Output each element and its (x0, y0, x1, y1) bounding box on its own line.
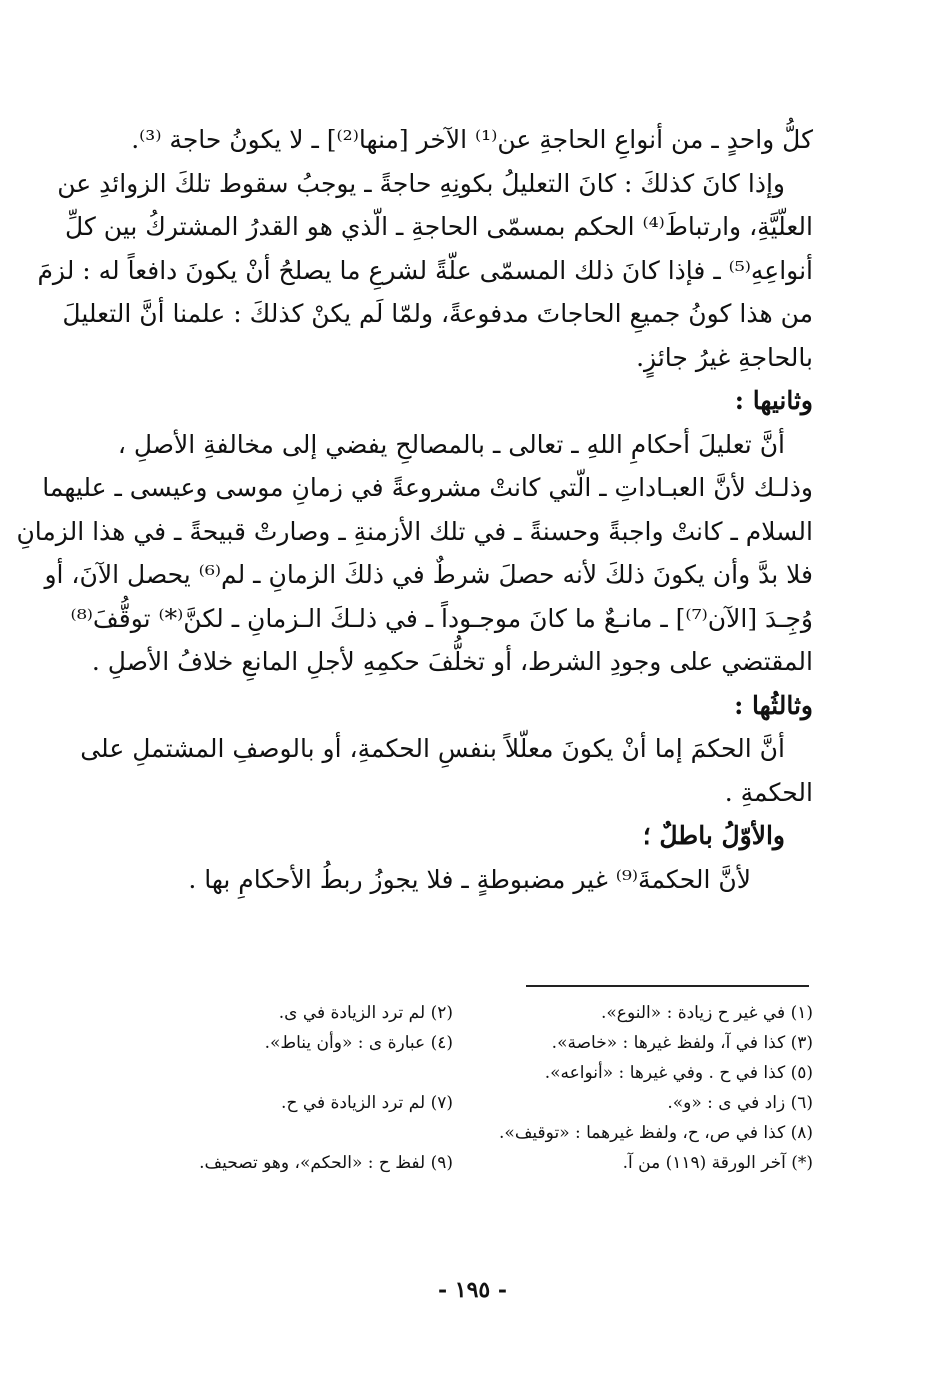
text-line: بالحاجةِ غيرُ جائزٍ. (636, 342, 813, 372)
footnote-row (132, 1088, 813, 1118)
text-line: السلام ـ كانتْ واجبةً وحسنةً ـ في تلك الأزمنةِ ـ وصارتْ قبيحةً ـ في هذا الزمانِ (16, 516, 813, 546)
text-line: وثانيها : (734, 386, 813, 415)
text-line: أنواعِهِ⁽⁵⁾ ـ فإذا كانَ ذلك المسمّى علّةً لشرعِ ما يصلحُ أنْ يكونَ دافعاً له : لزمَ (37, 255, 813, 285)
text-line: العلّيَّةِ، وارتباطَ⁽⁴⁾ الحكم بمسمّى الحاجةِ ـ الّذي هو القدرُ المشتركُ بين كلِّ (64, 212, 813, 241)
footnote: (٥) كذا في ح . وفي غيرها : «أنواعه». (544, 1063, 813, 1083)
text-line: والأوّلُ باطلٌ ؛ (642, 821, 785, 850)
footnote-row (132, 1118, 813, 1148)
text-line: من هذا كونُ جميعِ الحاجاتَ مدفوعةً، ولمّا لَم يكنْ كذلكَ : علمنا أنَّ التعليلَ (62, 299, 813, 328)
footnote: (٣) كذا في آ، ولفظ غيرها : «خاصة». (551, 1033, 813, 1053)
text-line: الحكمةِ . (724, 777, 813, 807)
footnote: (٨) كذا في ص، ح، ولفظ غيرهما : «توقيف». (499, 1123, 813, 1143)
footnote-row (132, 1148, 813, 1178)
footnote-divider (526, 985, 809, 987)
text-line: فلا بدَّ وأن يكونَ ذلكَ لأنه حصلَ شرطٌ في ذلكَ الزمانِ ـ لم⁽⁶⁾ يحصل الآنَ، أو (44, 560, 813, 589)
footnote: (١) في غير ح زيادة : «النوع». (601, 1003, 813, 1023)
main-text (16, 118, 813, 901)
text-line: أنَّ تعليلَ أحكامِ اللهِ ـ تعالى ـ بالمصالحِ يفضي إلى مخالفةِ الأصلِ ، (117, 429, 785, 459)
footnotes (132, 998, 813, 1178)
footnote: (٩) لفظ ح : «الحكم»، وهو تصحيف. (199, 1153, 453, 1173)
footnote: (٤) عبارة ى : «وأن يناط». (264, 1033, 453, 1053)
footnote-row (132, 1058, 813, 1088)
page-number: - ١٩٥ - (437, 1277, 508, 1303)
text-line: كلُّ واحدٍ ـ من أنواعِ الحاجةِ عن⁽¹⁾ الآخر [منها⁽²⁾] ـ لا يكونُ حاجة ⁽³⁾. (131, 125, 813, 154)
footnote-row (132, 998, 813, 1028)
text-line: وذلـك لأنَّ العبـاداتِ ـ الّتي كانتْ مشروعةً في زمانِ موسى وعيسى ـ عليهما (42, 473, 813, 502)
footnote: (٦) زاد في ى : «و». (667, 1093, 813, 1113)
text-line: وُجِـدَ [الآن⁽⁷⁾] ـ مانـعٌ ما كانَ موجـوداً ـ في ذلـكَ الـزمانِ ـ لكنَّ⁽*⁾ توقُّفَ⁽⁸⁾ (70, 603, 813, 633)
text-line: وثالثُها : (734, 690, 813, 720)
footnote-row (132, 1028, 813, 1058)
footnote: (*) آخر الورقة (١١٩) من آ. (622, 1153, 813, 1173)
text-line: وإذا كانَ كذلكَ : كانَ التعليلُ بكونِهِ حاجةً ـ يوجبُ سقوط تلكَ الزوائدِ عن (57, 168, 785, 198)
footnote: (٧) لم ترد الزيادة في ح. (281, 1093, 453, 1113)
text-line: المقتضي على وجودِ الشرط، أو تخلُّفَ حكمِهِ لأجلِ المانعِ خلافُ الأصلِ . (91, 647, 813, 676)
text-line: لأنَّ الحكمةَ⁽⁹⁾ غير مضبوطةٍ ـ فلا يجوزُ ربطُ الأحكامِ بها . (188, 864, 751, 894)
text-line: أنَّ الحكمَ إما أنْ يكونَ معلّلاً بنفسِ الحكمةِ، أو بالوصفِ المشتملِ على (80, 734, 785, 763)
footnote: (٢) لم ترد الزيادة في ى. (278, 1003, 453, 1023)
